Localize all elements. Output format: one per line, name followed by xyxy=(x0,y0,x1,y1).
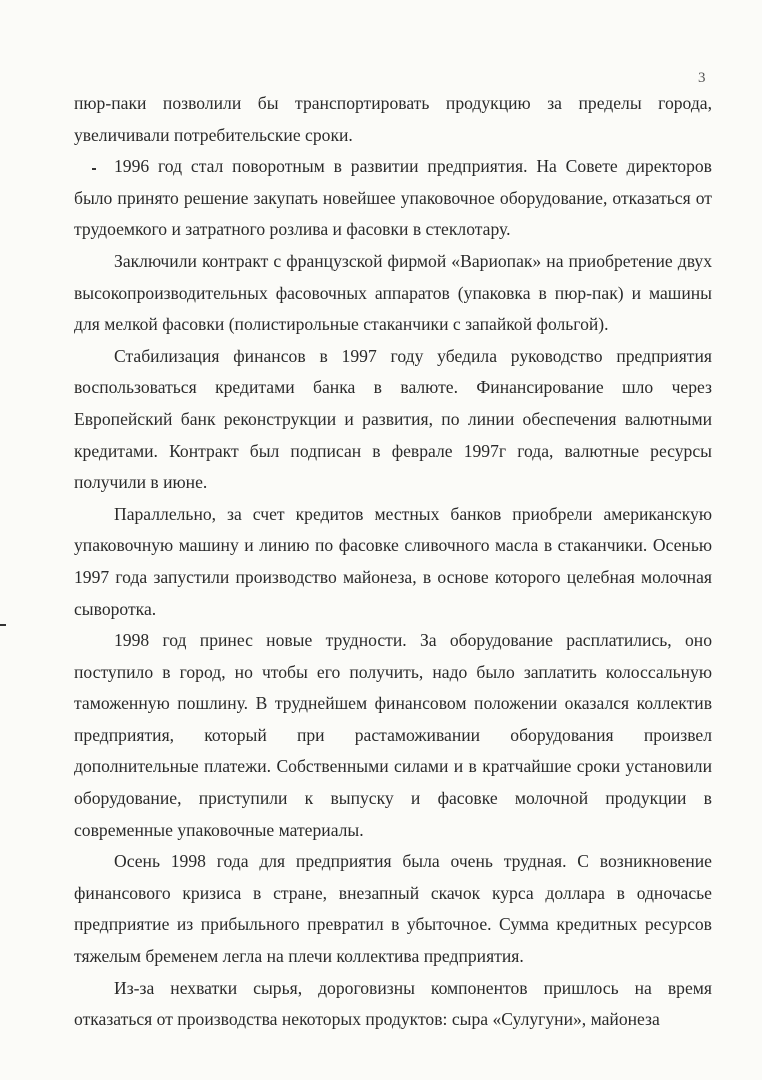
paragraph-stabilization: Стабилизация финансов в 1997 году убедила руководство предприятия воспользоваться кредитами банка в валюте. Финансирование шло через Европейский банк реконструкции и развития, по линии обеспечения валютными кредитами. Контракт был подписан в феврале 1997г года, валютные ресурсы получили в июне. xyxy=(74,345,712,493)
page-number: 3 xyxy=(698,70,706,86)
paragraph-shortage: Из-за нехватки сырья, дороговизны компонентов пришлось на время отказаться от производства некоторых продуктов: сыра «Сулугуни», майонеза xyxy=(74,977,712,1030)
paragraph-1996: 1996 год стал поворотным в развитии предприятия. На Совете директоров было принято решение закупать новейшее упаковочное оборудование, отказаться от трудоемкого и затратного розлива и фасовки в стеклотару. xyxy=(74,156,712,240)
paragraph-continuation: пюр-паки позволили бы транспортировать продукцию за пределы города, увеличивали потребительские сроки. xyxy=(74,93,712,145)
scan-speck xyxy=(92,168,96,170)
paragraph-contract: Заключили контракт с французской фирмой «Вариопак» на приобретение двух высокопроизводительных фасовочных аппаратов (упаковка в пюр-пак) и машины для мелкой фасовки (полистирольные стаканчики с запайкой фольгой). xyxy=(74,250,712,335)
document-body xyxy=(74,88,712,1036)
paragraph-autumn-1998: Осень 1998 года для предприятия была очень трудная. С возникновение финансового кризиса в стране, внезапный скачок курса доллара в одночасье предприятие из прибыльного превратил в убыточное. Сумма кредитных ресурсов тяжелым бременем легла на плечи коллектива предприятия. xyxy=(74,851,712,967)
scan-speck xyxy=(0,624,6,626)
paragraph-parallel: Параллельно, за счет кредитов местных банков приобрели американскую упаковочную машину и линию по фасовке сливочного масла в стаканчики. Осенью 1997 года запустили производство майонеза, в основе которого целебная молочная сыворотка. xyxy=(74,503,712,619)
paragraph-1998: 1998 год принес новые трудности. За оборудование расплатились, оно поступило в город, но чтобы его получить, надо было заплатить колоссальную таможенную пошлину. В труднейшем финансовом положении оказался коллектив предприятия, который при растаможивании оборудования произвел дополнительные платежи. Собственными силами и в кратчайшие сроки установили оборудование, приступили к выпуску и фасовке молочной продукции в современные упаковочные материалы. xyxy=(74,630,712,840)
